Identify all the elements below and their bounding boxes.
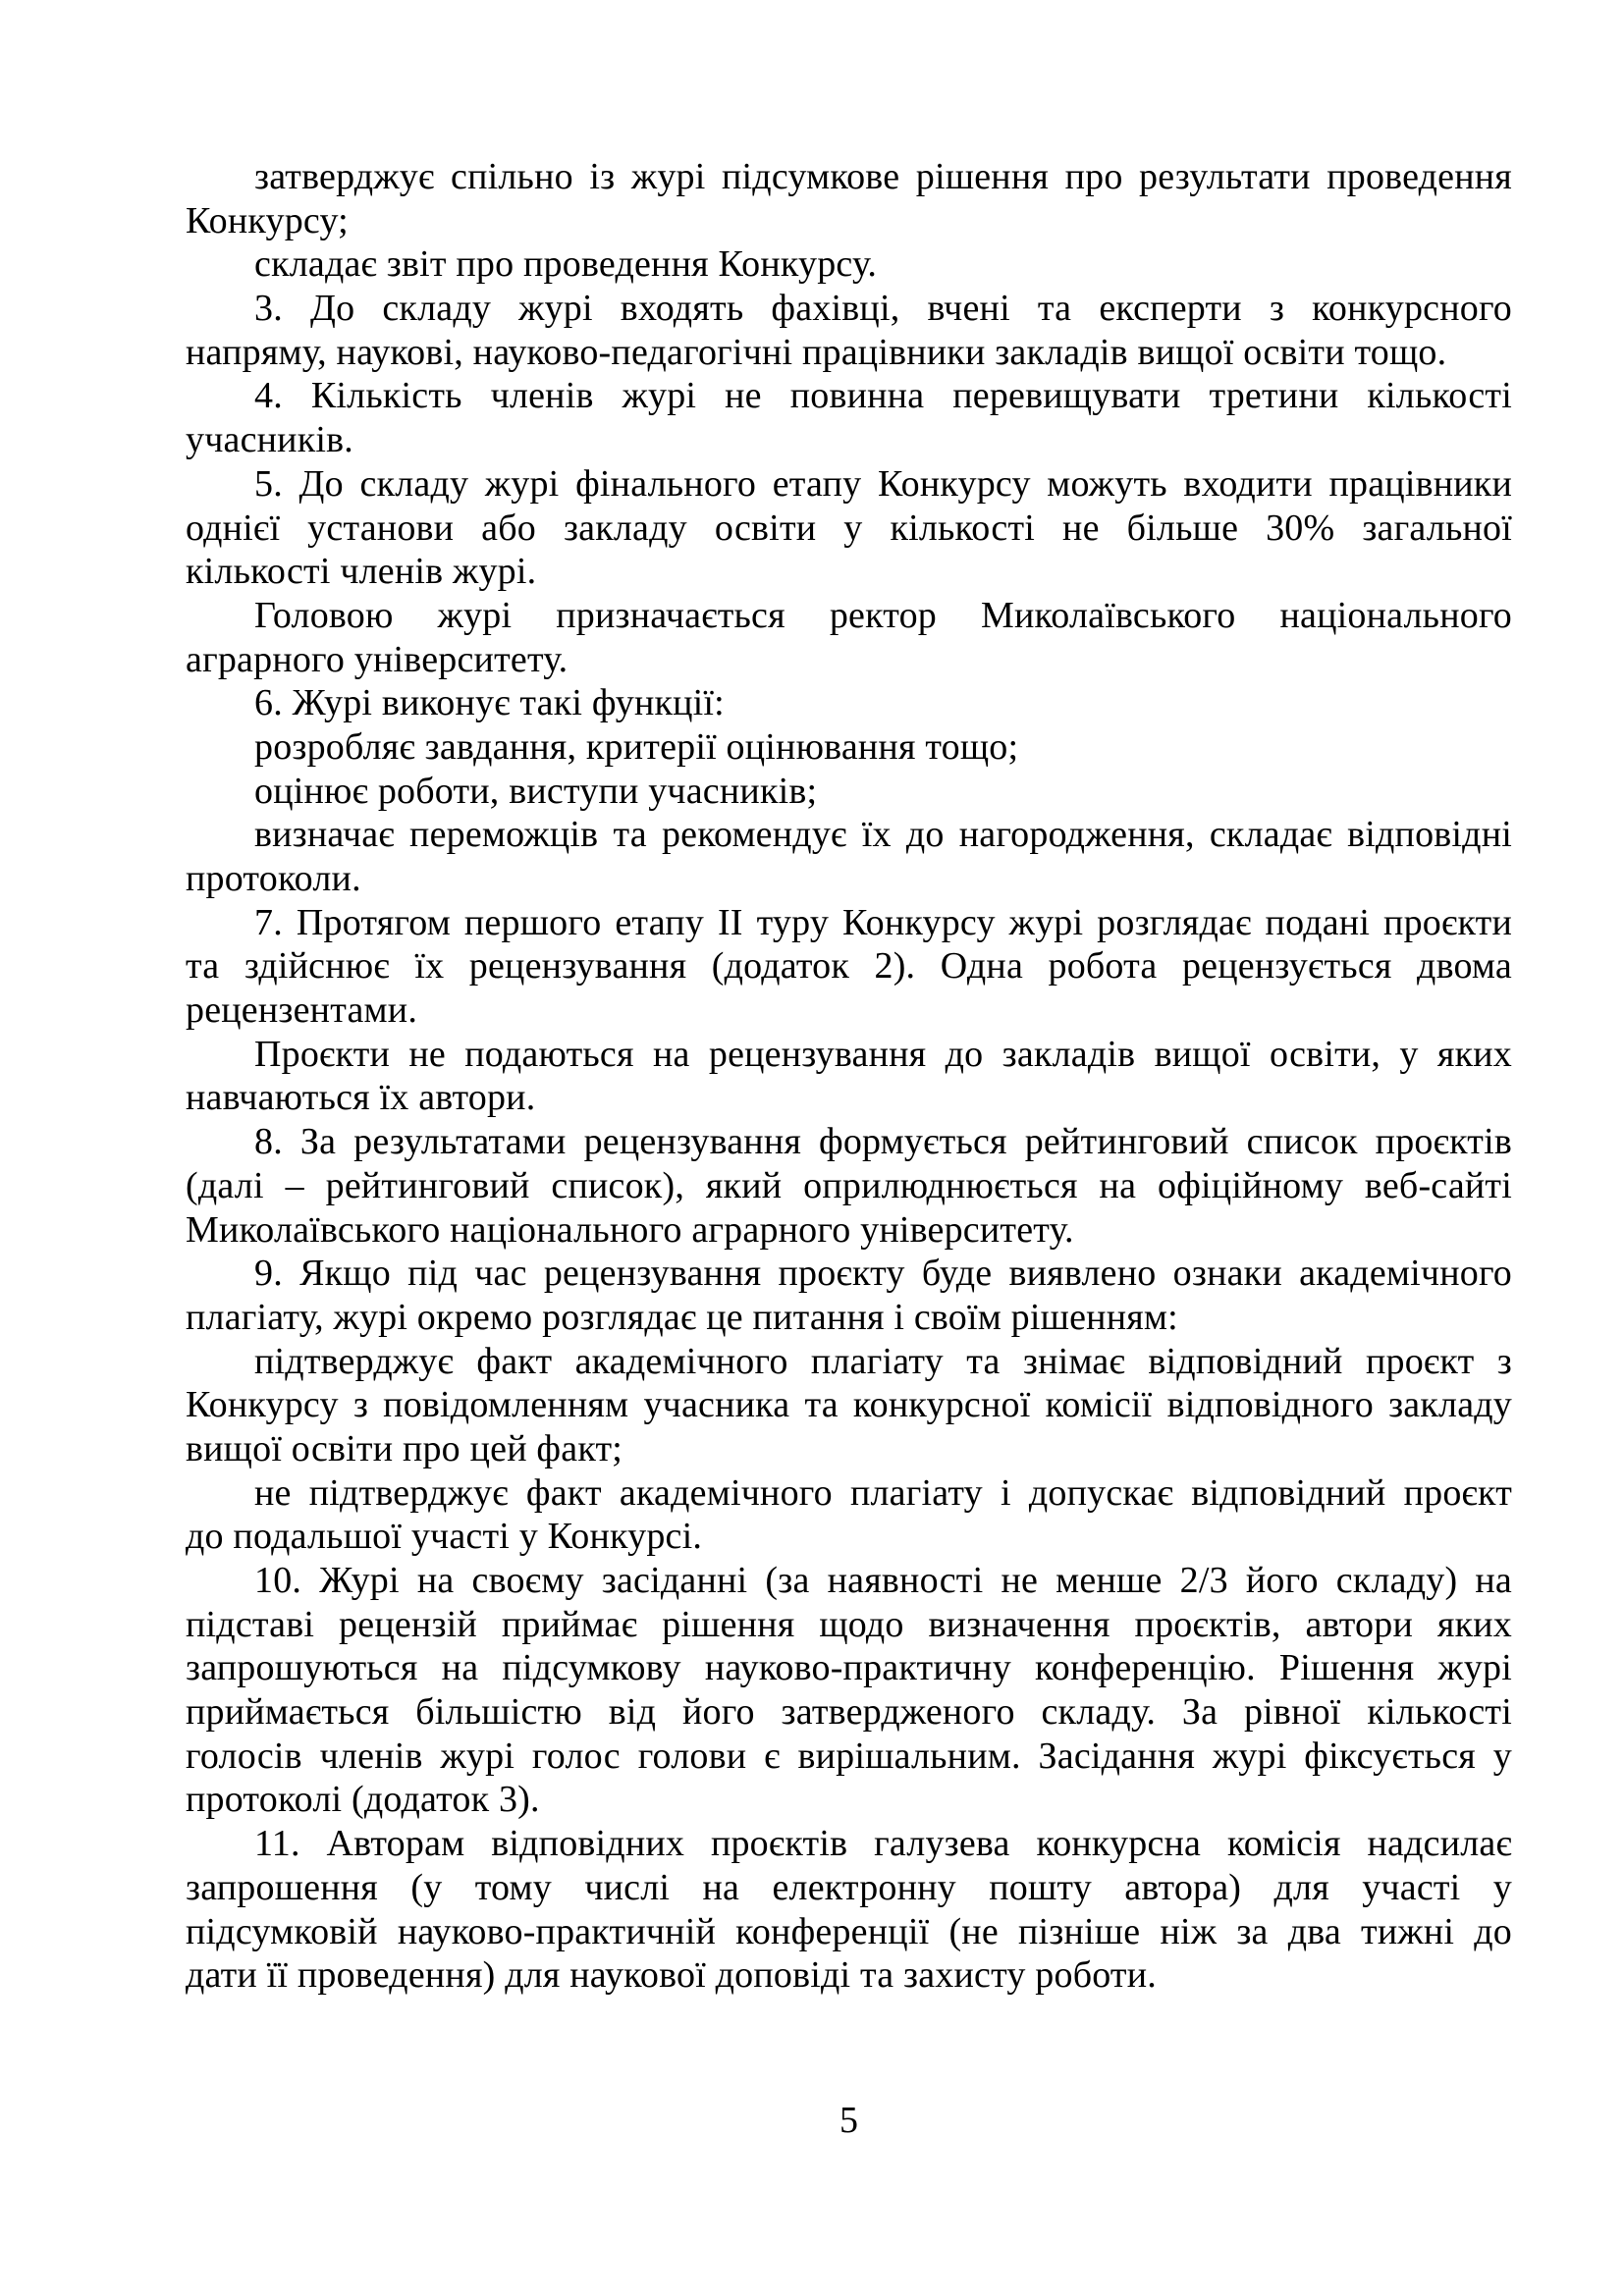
text-line: (далі – рейтинговий список), який оприлюднюється на офіційному веб-сайті — [186, 1164, 1512, 1206]
text-line: розробляє завдання, критерії оцінювання тощо; — [254, 725, 1019, 768]
text-line: протоколи. — [186, 858, 361, 899]
text-line: 7. Протягом першого етапу II туру Конкурсу журі розглядає подані проєкти — [254, 901, 1512, 943]
text-line: голосів членів журі голос голови є вирішальним. Засідання журі фіксується у — [186, 1735, 1512, 1777]
text-line: аграрного університету. — [186, 638, 568, 680]
text-line: оцінює роботи, виступи учасників; — [254, 770, 818, 812]
text-line: 4. Кількість членів журі не повинна перевищувати третини кількості — [254, 375, 1512, 417]
text-line: кількості членів журі. — [186, 551, 537, 593]
text-line: плагіату, журі окремо розглядає це питання і своїм рішенням: — [186, 1296, 1178, 1338]
text-line: підставі рецензій приймає рішення щодо визначення проєктів, автори яких — [186, 1603, 1512, 1645]
text-line: Миколаївського національного аграрного університету. — [186, 1208, 1074, 1251]
text-line: підтверджує факт академічного плагіату та знімає відповідний проєкт з — [254, 1340, 1512, 1382]
text-line: 10. Журі на своєму засіданні (за наявності не менше 2/3 його складу) на — [254, 1560, 1512, 1601]
text-line: приймається більшістю від його затвердженого складу. За рівної кількості — [186, 1691, 1512, 1734]
text-line: Головою журі призначається ректор Миколаївського національного — [254, 594, 1512, 636]
text-line: затверджує спільно із журі підсумкове рішення про результати проведення — [254, 156, 1512, 197]
text-line: 3. До складу журі входять фахівці, вчені та експерти з конкурсного — [254, 288, 1512, 330]
text-line: 9. Якщо під час рецензування проєкту буде виявлено ознаки академічного — [254, 1253, 1512, 1295]
text-line: 11. Авторам відповідних проєктів галузева конкурсна комісія надсилає — [254, 1823, 1512, 1865]
text-line: Конкурсу; — [186, 199, 349, 241]
text-line: 8. За результатами рецензування формується рейтинговий список проєктів — [254, 1121, 1512, 1163]
text-line: запрошуються на підсумкову науково-практичну конференцію. Рішення журі — [186, 1647, 1512, 1689]
text-block — [186, 155, 1512, 1998]
text-line: Проєкти не подаються на рецензування до закладів вищої освіти, у яких — [254, 1033, 1512, 1075]
text-line: Конкурсу з повідомленням учасника та конкурсної комісії відповідного закладу — [186, 1384, 1512, 1426]
text-line: 6. Журі виконує такі функції: — [254, 682, 725, 724]
text-line: визначає переможців та рекомендує їх до нагородження, складає відповідні — [254, 814, 1512, 856]
text-line: підсумковій науково-практичній конференції (не пізніше ніж за два тижні до — [186, 1910, 1512, 1952]
text-line: вищої освіти про цей факт; — [186, 1427, 623, 1469]
text-line: навчаються їх автори. — [186, 1077, 536, 1119]
text-line: не підтверджує факт академічного плагіату і допускає відповідний проєкт — [254, 1471, 1512, 1514]
text-line: учасників. — [186, 419, 353, 461]
text-line: дати її проведення) для наукової доповіді та захисту роботи. — [186, 1954, 1157, 1997]
text-line: до подальшої участі у Конкурсі. — [186, 1516, 703, 1558]
text-line: 5. До складу журі фінального етапу Конкурсу можуть входити працівники — [254, 462, 1512, 505]
text-line: рецензентами. — [186, 989, 418, 1032]
text-line: протоколі (додаток 3). — [186, 1779, 540, 1821]
text-line: та здійснює їх рецензування (додаток 2). Одна робота рецензується двома — [186, 945, 1512, 988]
text-line: напряму, наукові, науково-педагогічні працівники закладів вищої освіти тощо. — [186, 331, 1447, 373]
page-number: 5 — [839, 2100, 858, 2141]
text-line: однієї установи або закладу освіти у кількості не більше 30% загальної — [186, 507, 1512, 549]
text-line: запрошення (у тому числі на електронну пошту автора) для участі у — [186, 1866, 1512, 1908]
text-line: складає звіт про проведення Конкурсу. — [254, 243, 878, 286]
